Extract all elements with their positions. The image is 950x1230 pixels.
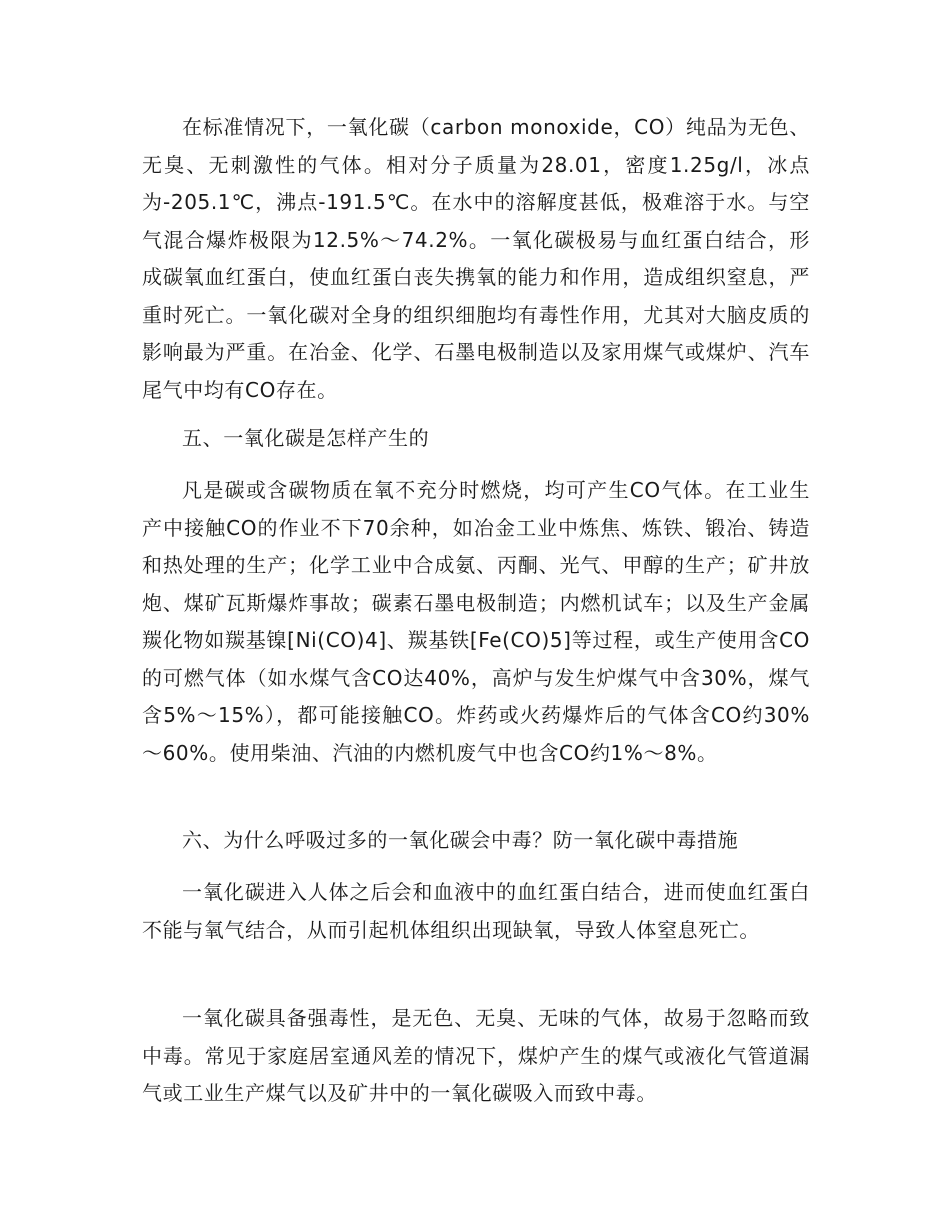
paragraph-poison-mechanism: 一氧化碳进入人体之后会和血液中的血红蛋白结合，进而使血红蛋白不能与氧气结合，从而引起机体组织出现缺氧，导致人体窒息死亡。	[142, 880, 810, 942]
paragraph-poison-causes: 一氧化碳具备强毒性，是无色、无臭、无味的气体，故易于忽略而致中毒。常见于家庭居室通风差的情况下，煤炉产生的煤气或液化气管道漏气或工业生产煤气以及矿井中的一氧化碳吸入而致中毒。	[142, 1006, 810, 1105]
section-heading-6: 六、为什么呼吸过多的一氧化碳会中毒？防一氧化碳中毒措施	[182, 828, 739, 852]
paragraph-co-sources: 凡是碳或含碳物质在氧不充分时燃烧，均可产生CO气体。在工业生产中接触CO的作业不下70余种，如冶金工业中炼焦、炼铁、锻冶、铸造和热处理的生产；化学工业中合成氨、丙酮、光气、甲醇的生产；矿井放炮、煤矿瓦斯爆炸事故；碳素石墨电极制造；内燃机试车；以及生产金属羰化物如羰基镍[Ni(CO)4]、羰基铁[Fe(CO)5]等过程，或生产使用含CO的可燃气体（如水煤气含CO达40%，高炉与发生炉煤气中含30%，煤气含5%～15%），都可能接触CO。炸药或火药爆炸后的气体含CO约30%～60%。使用柴油、汽油的内燃机废气中也含CO约1%～8%。	[142, 478, 810, 765]
section-heading-5: 五、一氧化碳是怎样产生的	[182, 426, 430, 450]
paragraph-co-properties: 在标准情况下，一氧化碳（carbon monoxide，CO）纯品为无色、无臭、无刺激性的气体。相对分子质量为28.01，密度1.25g/l，冰点为-205.1℃，沸点-191.5℃。在水中的溶解度甚低，极难溶于水。与空气混合爆炸极限为12.5%～74.2%。一氧化碳极易与血红蛋白结合，形成碳氧血红蛋白，使血红蛋白丧失携氧的能力和作用，造成组织窒息，严重时死亡。一氧化碳对全身的组织细胞均有毒性作用，尤其对大脑皮质的影响最为严重。在冶金、化学、石墨电极制造以及家用煤气或煤炉、汽车尾气中均有CO存在。	[142, 115, 810, 402]
